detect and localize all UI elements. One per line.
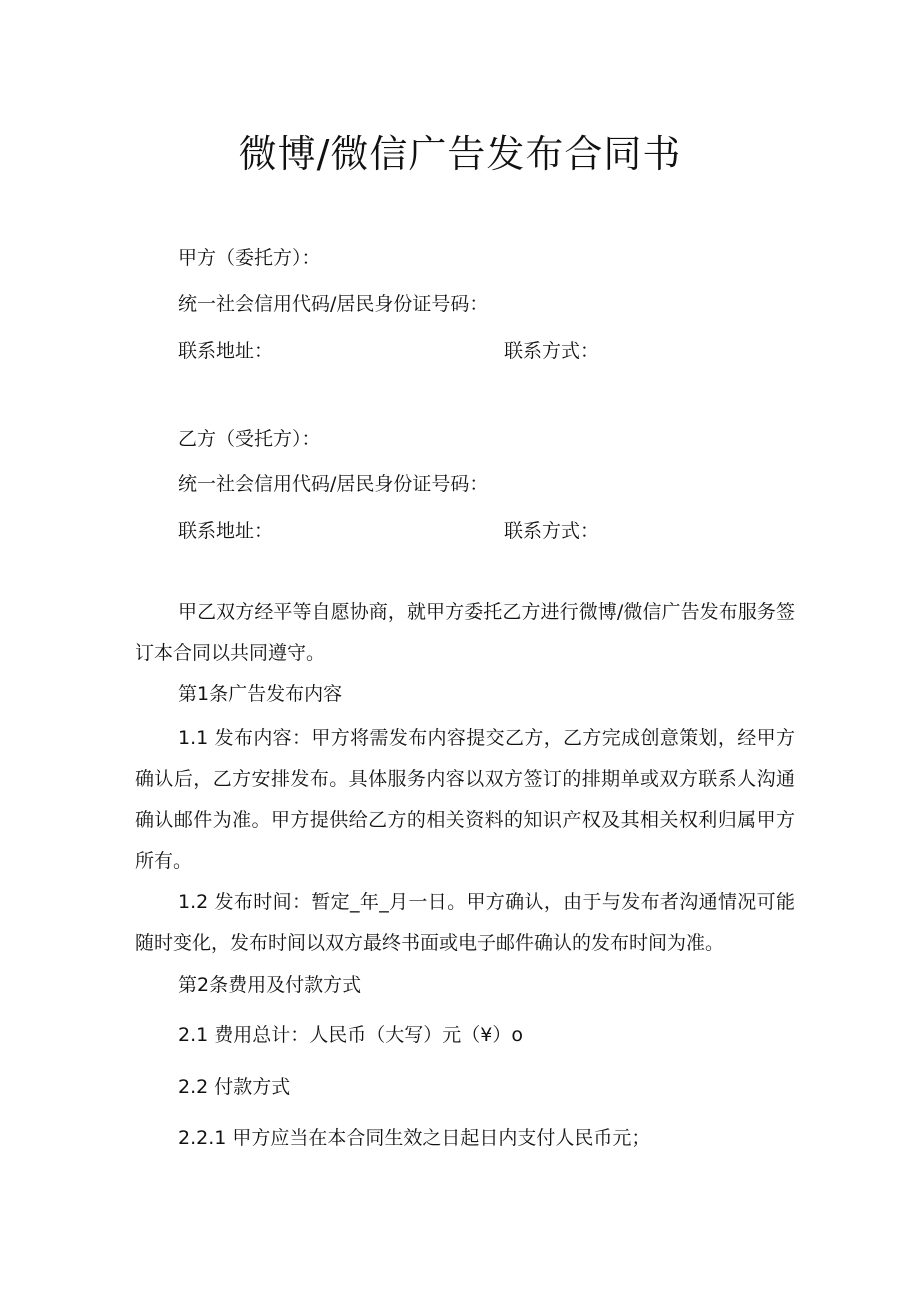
party-b-address-label: 联系地址： <box>178 520 274 542</box>
party-b-id-label: 统一社会信用代码/居民身份证号码： <box>178 473 489 495</box>
party-b-contact-label: 联系方式： <box>504 520 600 542</box>
party-a-address-label: 联系地址： <box>178 340 274 362</box>
party-a-id-label: 统一社会信用代码/居民身份证号码： <box>178 293 489 315</box>
party-b-label: 乙方（受托方）： <box>178 428 321 450</box>
party-a-label: 甲方（委托方）： <box>178 247 321 269</box>
article-1-heading: 第1条广告发布内容 <box>178 683 343 705</box>
article-2-heading: 第2条费用及付款方式 <box>178 974 362 996</box>
clause-1-1: 1.1 发布内容：甲方将需发布内容提交乙方，乙方完成创意策划，经甲方确认后，乙方安排发布。具体服务内容以双方签订的排期单或双方联系人沟通确认邮件为准。甲方提供给乙方的相关资料的知识产权及其相关权利归属甲方所有。 <box>135 727 795 872</box>
document-title: 微博/微信广告发布合同书 <box>238 132 682 176</box>
clause-2-2: 2.2 付款方式 <box>178 1076 291 1098</box>
intro-paragraph: 甲乙双方经平等自愿协商，就甲方委托乙方进行微博/微信广告发布服务签订本合同以共同遵守。 <box>135 601 795 664</box>
clause-1-2: 1.2 发布时间：暂定_年_月一日。甲方确认，由于与发布者沟通情况可能随时变化，发布时间以双方最终书面或电子邮件确认的发布时间为准。 <box>135 891 795 954</box>
clause-2-1: 2.1 费用总计：人民币（大写）元（¥）o <box>178 1024 523 1046</box>
clause-2-2-1: 2.2.1 甲方应当在本合同生效之日起日内支付人民币元； <box>178 1127 651 1149</box>
party-a-contact-label: 联系方式： <box>504 340 600 362</box>
